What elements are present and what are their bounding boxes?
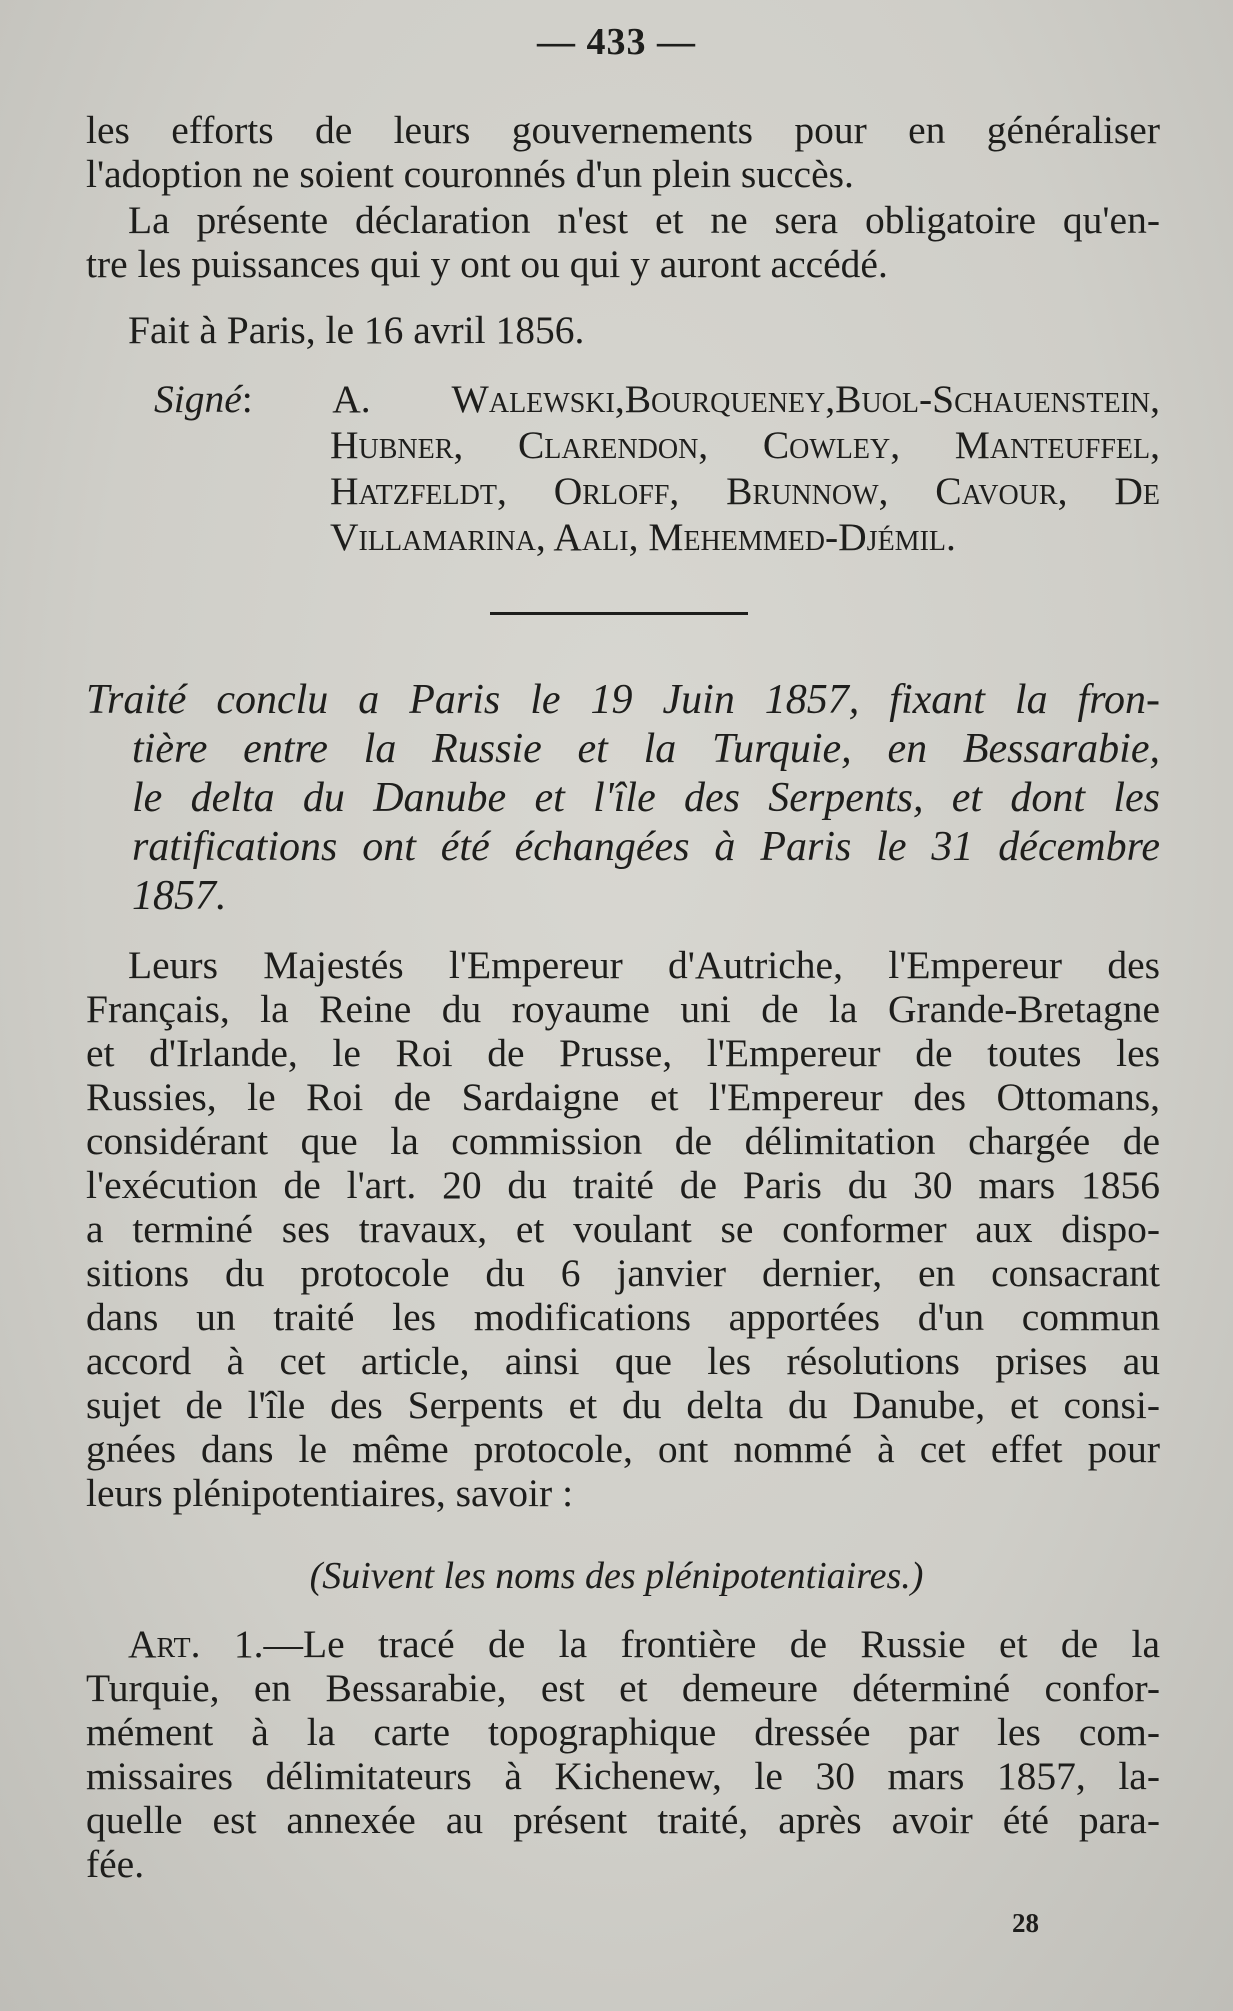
article-text: —Le tracé de la frontière de Russie et de la — [263, 1622, 1160, 1666]
signature-line: Hatzfeldt, Orloff, Brunnow, Cavour, De — [330, 469, 1160, 513]
title-line: tière entre la Russie et la Turquie, en Bessarabie, — [132, 726, 1160, 772]
article-label: Art. 1. — [128, 1622, 264, 1666]
text-line: gnées dans le même protocole, ont nommé à cet effet pour — [86, 1427, 1160, 1471]
done-at-paragraph — [86, 308, 1160, 352]
text-line: leurs plénipotentiaires, savoir : — [86, 1471, 574, 1515]
text-line: Turquie, en Bessarabie, est et demeure déterminé confor- — [86, 1666, 1160, 1710]
obligation-paragraph — [86, 198, 1160, 286]
signed-label: Signé — [154, 377, 242, 421]
text-line: Français, la Reine du royaume uni de la Grande-Bretagne — [86, 987, 1160, 1031]
title-line: ratifications ont été échangées à Paris le 31 décembre — [132, 824, 1160, 870]
text-line: les efforts de leurs gouvernements pour en généraliser — [86, 108, 1160, 152]
text-line: Russies, le Roi de Sardaigne et l'Empereur des Ottomans, — [86, 1075, 1160, 1119]
article-1 — [86, 1622, 1160, 1886]
text-line: quelle est annexée au présent traité, après avoir été para- — [86, 1798, 1160, 1842]
page-number: — 433 — — [537, 21, 696, 63]
text-line: sujet de l'île des Serpents et du delta du Danube, et consi- — [86, 1383, 1160, 1427]
text-line: fée. — [86, 1842, 145, 1886]
signature-names: : A. Walewski,Bourqueney,Buol-Schauenstein, — [241, 377, 1160, 421]
section-divider — [490, 612, 748, 615]
signature-mark: 28 — [1012, 1908, 1039, 1938]
text-line: tre les puissances qui y ont ou qui y auront accédé. — [86, 242, 888, 286]
text-line — [86, 1622, 1160, 1666]
signature-line: Villamarina, Aali, Mehemmed-Djémil. — [330, 515, 956, 559]
preamble-paragraph — [86, 943, 1160, 1515]
text-line: La présente déclaration n'est et ne sera obligatoire qu'en- — [128, 198, 1160, 242]
text-line: accord à cet article, ainsi que les résolutions prises au — [86, 1339, 1160, 1383]
text-line: sitions du protocole du 6 janvier dernier, en consacrant — [86, 1251, 1160, 1295]
text-line: dans un traité les modifications apportées d'un commun — [86, 1295, 1160, 1339]
opening-paragraph — [86, 108, 1160, 196]
title-line: Traité conclu a Paris le 19 Juin 1857, fixant la fron- — [86, 677, 1160, 723]
plenipotentiaries-note: (Suivent les noms des plénipotentiaires.) — [309, 1555, 924, 1597]
text-line: a terminé ses travaux, et voulant se conformer aux dispo- — [86, 1207, 1160, 1251]
text-line: missaires délimitateurs à Kichenew, le 30 mars 1857, la- — [86, 1754, 1160, 1798]
text-line: l'adoption ne soient couronnés d'un plein succès. — [86, 152, 854, 196]
title-line: 1857. — [132, 873, 227, 919]
text-line: l'exécution de l'art. 20 du traité de Paris du 30 mars 1856 — [86, 1163, 1160, 1207]
text-line: et d'Irlande, le Roi de Prusse, l'Empereur de toutes les — [86, 1031, 1160, 1075]
date-line: Fait à Paris, le 16 avril 1856. — [128, 308, 585, 352]
signatures-block — [86, 376, 1160, 560]
title-line: le delta du Danube et l'île des Serpents, et dont les — [132, 775, 1160, 821]
text-line: Leurs Majestés l'Empereur d'Autriche, l'Empereur des — [128, 943, 1160, 987]
treaty-title — [86, 676, 1160, 921]
text-line: considérant que la commission de délimitation chargée de — [86, 1119, 1160, 1163]
signature-line: Hubner, Clarendon, Cowley, Manteuffel, — [330, 423, 1160, 467]
text-line: mément à la carte topographique dressée par les com- — [86, 1710, 1160, 1754]
signature-line — [86, 376, 1160, 422]
